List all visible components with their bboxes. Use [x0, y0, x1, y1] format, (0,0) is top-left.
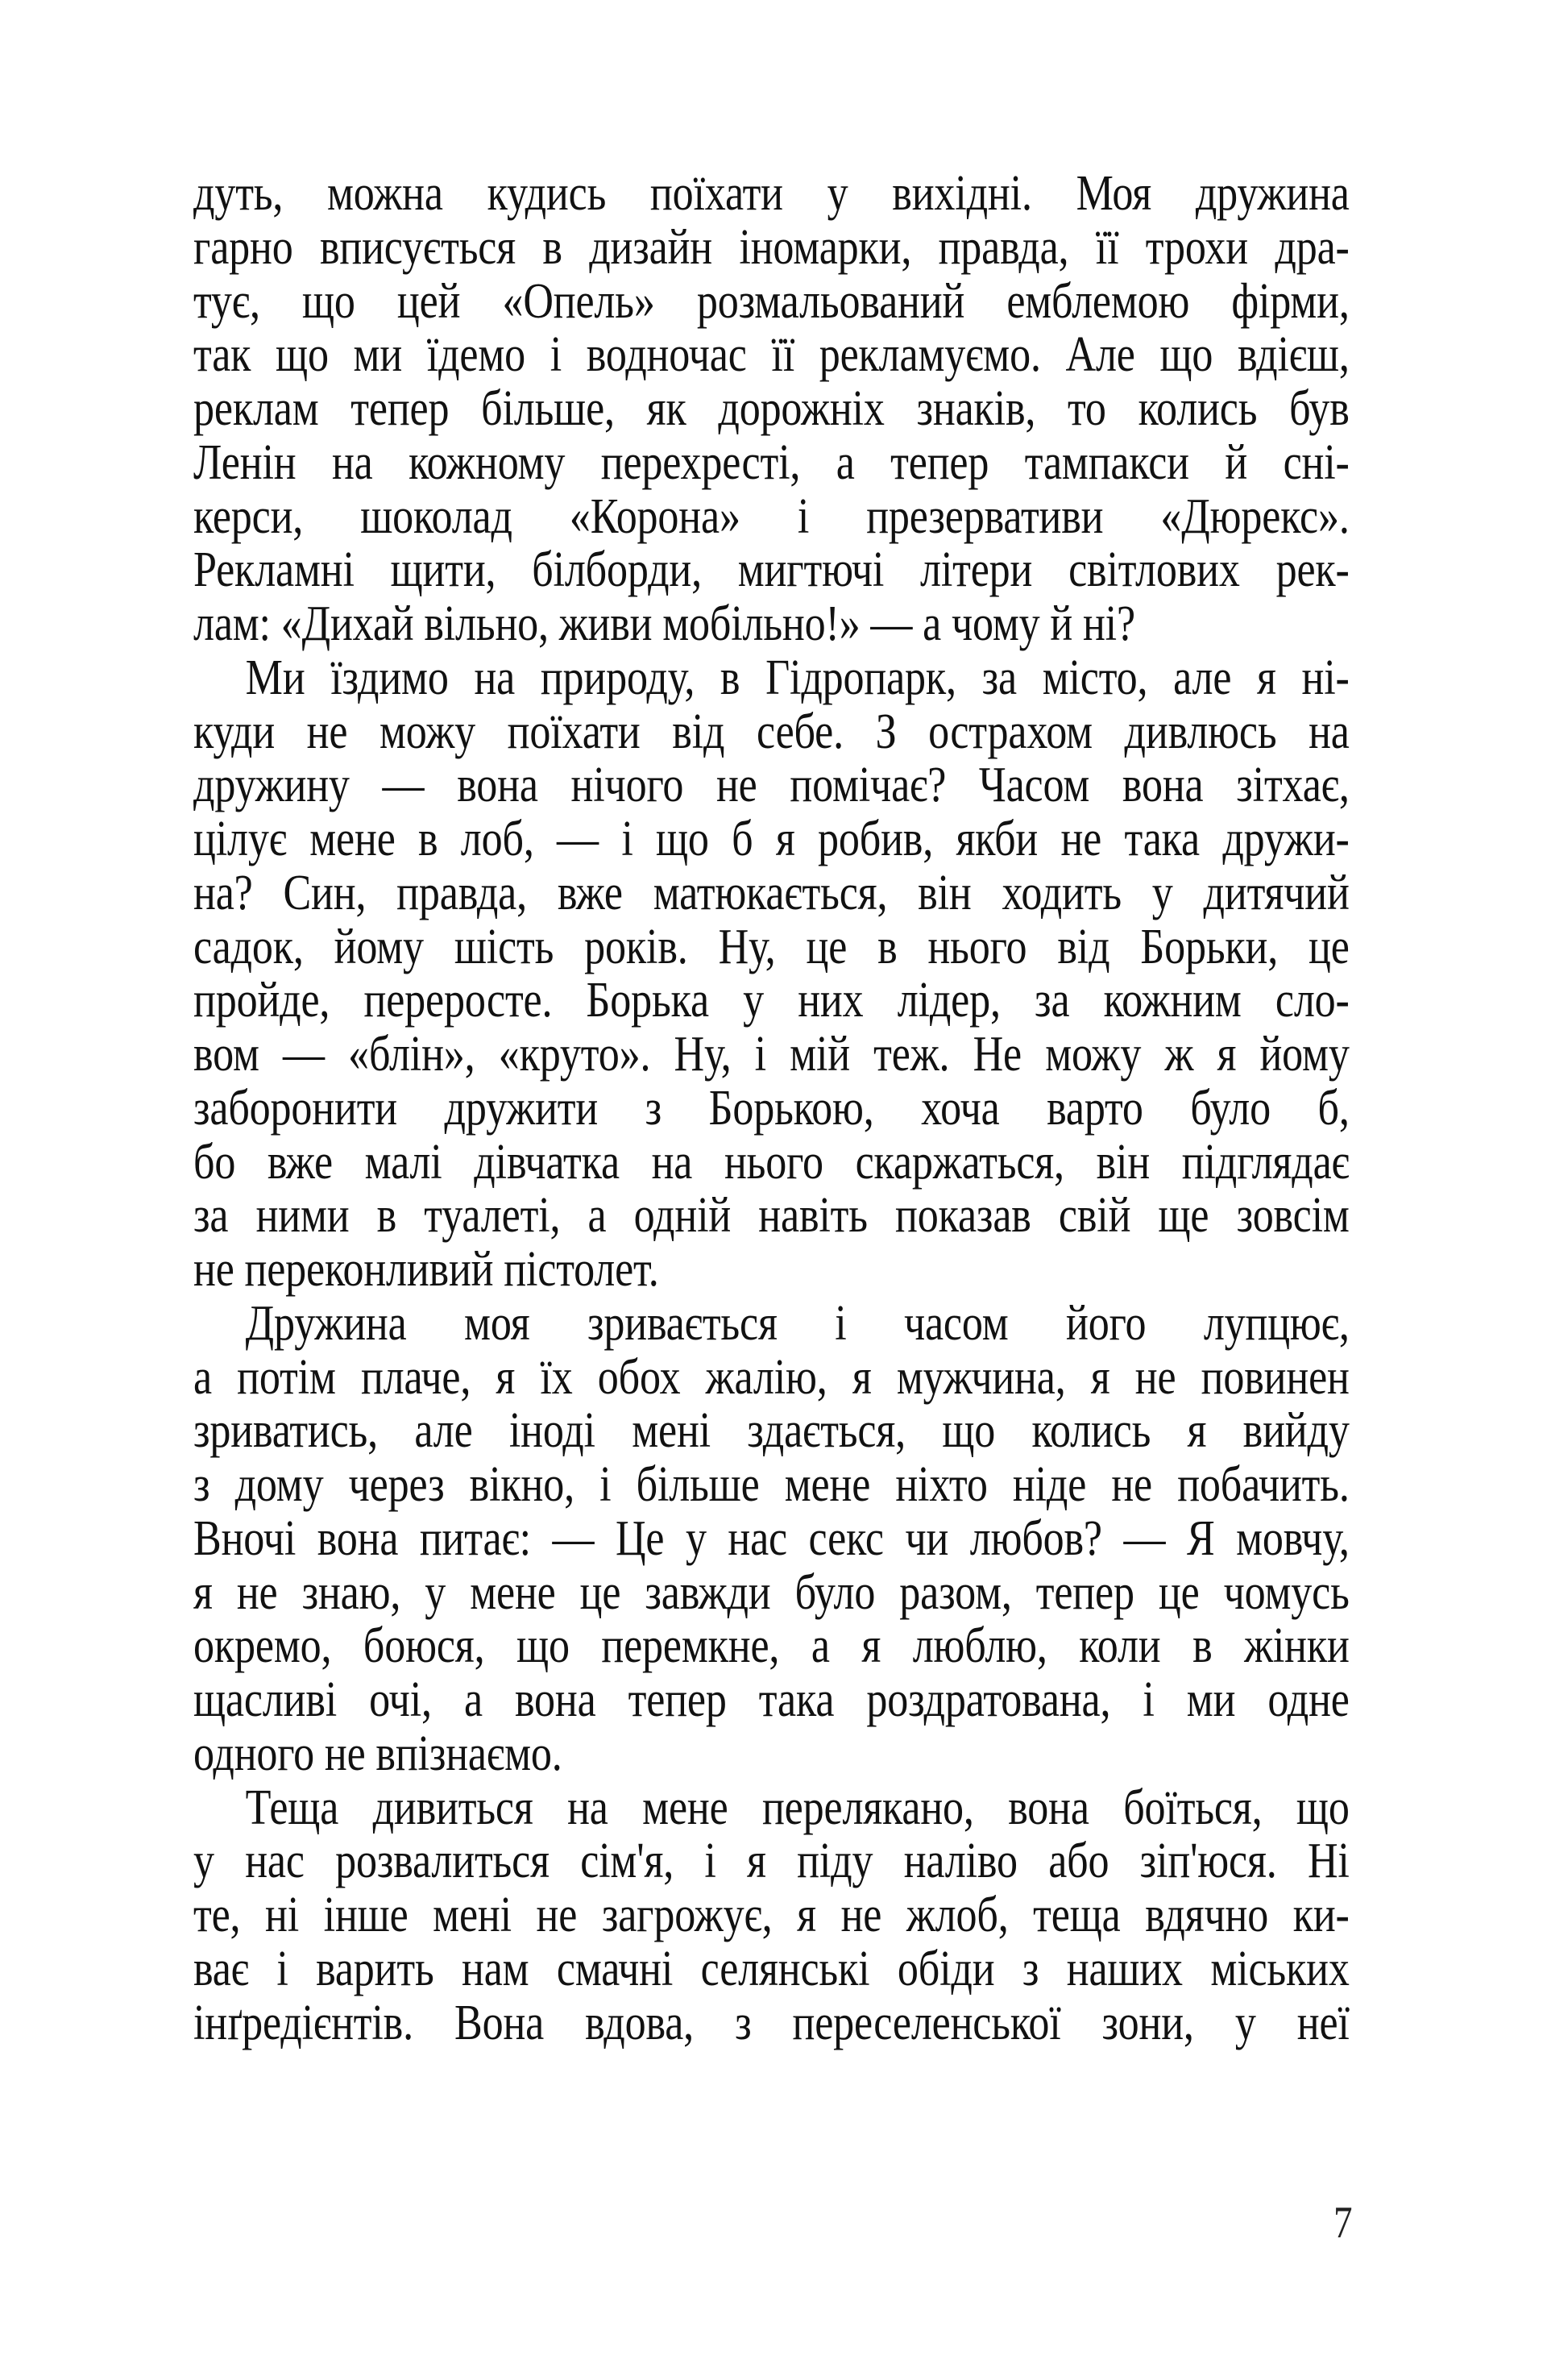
- text-line: [193, 651, 1350, 705]
- text-line: [193, 1028, 1350, 1082]
- text-line: [193, 597, 1350, 651]
- text-line: [193, 866, 1350, 920]
- line-text: вом — «блін», «круто». Ну, і мій теж. Не можу ж я йому: [193, 1027, 1350, 1082]
- line-text: лам: «Дихай вільно, живи мобільно!» — а чому й ні?: [193, 596, 1135, 651]
- text-line: [193, 1136, 1350, 1190]
- line-text: гарно вписується в дизайн іномарки, правда, її трохи дра-: [193, 219, 1350, 275]
- text-line: [193, 1673, 1350, 1727]
- line-text: ває і варить нам смачні селянські обіди з наших міських: [193, 1941, 1350, 1996]
- line-text: керси, шоколад «Корона» і презервативи «Дюрекс».: [193, 488, 1350, 544]
- line-text: Дружина моя зривається і часом його лупцює,: [245, 1295, 1350, 1351]
- line-text: Ми їздимо на природу, в Гідропарк, за місто, але я ні-: [245, 650, 1350, 705]
- text-line: [193, 920, 1350, 974]
- line-text: Вночі вона питає: — Це у нас секс чи любов? — Я мовчу,: [193, 1510, 1350, 1566]
- text-line: [193, 1512, 1350, 1566]
- line-text: щасливі очі, а вона тепер така роздратована, і ми одне: [193, 1672, 1350, 1727]
- text-line: [193, 382, 1350, 436]
- line-text: так що ми їдемо і водночас її рекламуємо. Але що вдієш,: [193, 327, 1350, 383]
- text-line: [193, 167, 1350, 221]
- line-text: те, ні інше мені не загрожує, я не жлоб, теща вдячно ки-: [193, 1888, 1350, 1942]
- text-line: [193, 328, 1350, 382]
- line-text: садок, йому шість років. Ну, це в нього від Борьки, це: [193, 919, 1350, 974]
- text-line: [193, 1566, 1350, 1620]
- text-line: [193, 1781, 1350, 1835]
- text-line: [193, 705, 1350, 759]
- text-line: [193, 436, 1350, 490]
- text-line: [193, 1619, 1350, 1673]
- page-number: 7: [1333, 2198, 1353, 2248]
- text-line: [193, 490, 1350, 544]
- line-text: заборонити дружити з Борькою, хоча варто було б,: [193, 1080, 1350, 1136]
- line-text: Ленін на кожному перехресті, а тепер тампакси й снi-: [193, 434, 1350, 490]
- text-line: [193, 758, 1350, 812]
- line-text: не переконливий пістолет.: [193, 1242, 659, 1297]
- text-line: [193, 1082, 1350, 1136]
- text-line: [193, 1351, 1350, 1405]
- text-line: [193, 1297, 1350, 1351]
- line-text: реклам тепер більше, як дорожніх знаків, то колись був: [193, 381, 1350, 436]
- line-text: одного не впізнаємо.: [193, 1726, 562, 1781]
- line-text: я не знаю, у мене це завжди було разом, тепер це чомусь: [193, 1564, 1350, 1620]
- text-line: [193, 1834, 1350, 1888]
- text-line: [193, 974, 1350, 1028]
- text-line: [193, 1888, 1350, 1942]
- text-line: [193, 1243, 1350, 1297]
- line-text: інґредієнтів. Вона вдова, з переселенської зони, у неї: [193, 1995, 1350, 2050]
- line-text: цілує мене в лоб, — і що б я робив, якби не така дружи-: [193, 812, 1350, 866]
- text-line: [193, 1404, 1350, 1458]
- text-line: [193, 543, 1350, 597]
- line-text: тує, що цей «Опель» розмальований емблемою фірми,: [193, 273, 1350, 329]
- text-line: [193, 1727, 1350, 1781]
- line-text: дружину — вона нічого не помічає? Часом вона зітхає,: [193, 758, 1350, 813]
- text-line: [193, 221, 1350, 275]
- line-text: пройде, переросте. Борька у них лідер, за кожним сло-: [193, 973, 1350, 1028]
- text-line: [193, 812, 1350, 866]
- body-text: [193, 167, 1350, 2050]
- line-text: куди не можу поїхати від себе. З острахом дивлюсь на: [193, 704, 1350, 759]
- text-line: [193, 1189, 1350, 1243]
- line-text: у нас розвалиться сім'я, і я піду наліво або зіп'юся. Ні: [193, 1834, 1350, 1889]
- line-text: зриватись, але іноді мені здається, що колись я вийду: [193, 1403, 1350, 1459]
- text-line: [193, 1942, 1350, 1996]
- line-text: бо вже малі дівчатка на нього скаржаться, він підглядає: [193, 1134, 1350, 1190]
- line-text: з дому через вікно, і більше мене ніхто ніде не побачить.: [193, 1457, 1350, 1512]
- paragraph-1: [193, 167, 1350, 651]
- line-text: Теща дивиться на мене перелякано, вона боїться, що: [245, 1780, 1350, 1835]
- line-text: Рекламні щити, білборди, мигтючі літери світлових рек-: [193, 542, 1350, 598]
- line-text: дуть, можна кудись поїхати у вихідні. Моя дружина: [193, 166, 1350, 221]
- text-line: [193, 1996, 1350, 2050]
- line-text: а потім плаче, я їх обох жалію, я мужчина, я не повинен: [193, 1349, 1350, 1405]
- line-text: окремо, боюся, що перемкне, а я люблю, коли в жінки: [193, 1618, 1350, 1674]
- line-text: за ними в туалеті, а одній навіть показав свій ще зовсім: [193, 1188, 1350, 1244]
- text-line: [193, 275, 1350, 329]
- paragraph-4: [193, 1781, 1350, 2050]
- text-line: [193, 1458, 1350, 1512]
- paragraph-3: [193, 1297, 1350, 1781]
- paragraph-2: [193, 651, 1350, 1297]
- line-text: на? Син, правда, вже матюкається, він ходить у дитячий: [193, 865, 1350, 920]
